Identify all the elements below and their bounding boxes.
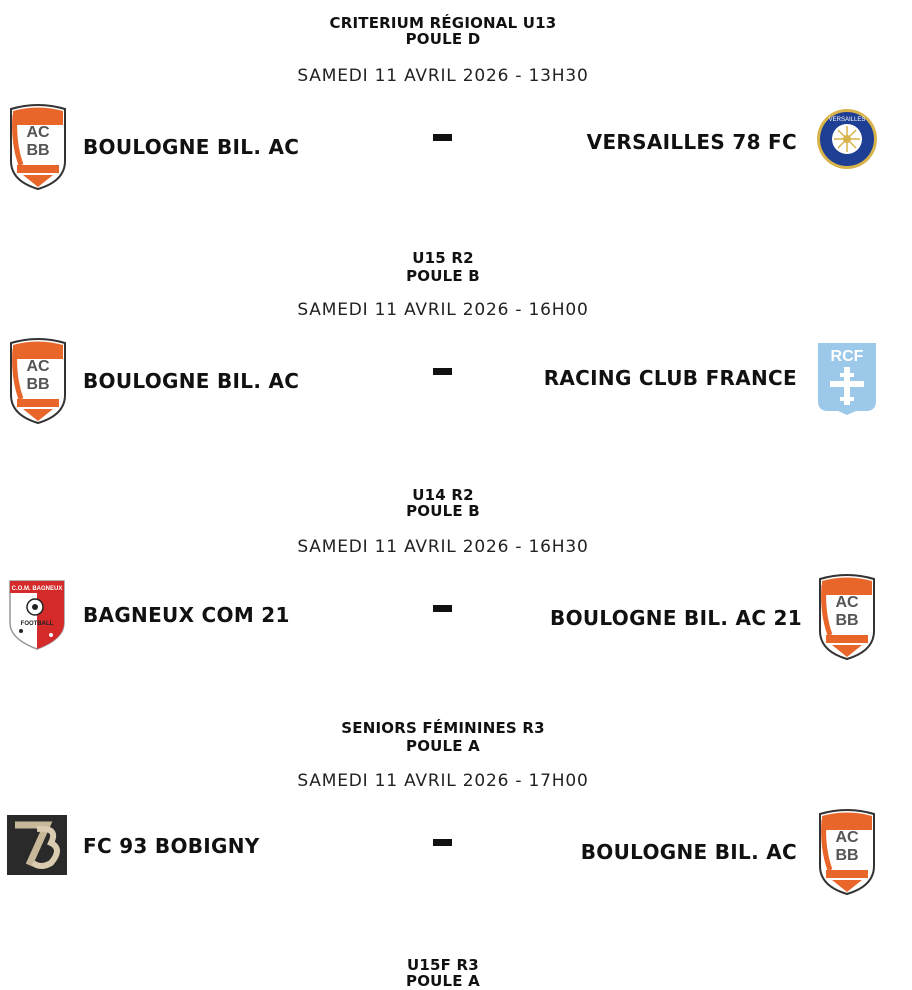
- competition-group: POULE A: [406, 972, 480, 990]
- away-team-name: BOULOGNE BIL. AC 21: [550, 606, 802, 630]
- home-team-name: BOULOGNE BIL. AC: [83, 369, 300, 393]
- away-team-name: BOULOGNE BIL. AC: [580, 840, 797, 864]
- home-team-name: FC 93 BOBIGNY: [83, 834, 260, 858]
- svg-text:RCF: RCF: [830, 348, 864, 365]
- competition-name: U15F R3: [407, 956, 479, 974]
- svg-text:AC: AC: [26, 358, 50, 375]
- match-datetime: SAMEDI 11 AVRIL 2026 - 16H00: [297, 300, 589, 320]
- svg-text:VERSAILLES: VERSAILLES: [828, 117, 866, 123]
- competition-name: CRITERIUM RÉGIONAL U13: [329, 14, 557, 32]
- svg-text:C.O.M. BAGNEUX: C.O.M. BAGNEUX: [11, 586, 63, 592]
- home-team-name: BAGNEUX COM 21: [83, 603, 290, 627]
- competition-group: POULE D: [405, 30, 481, 48]
- svg-text:BB: BB: [835, 612, 859, 629]
- match-datetime: SAMEDI 11 AVRIL 2026 - 17H00: [297, 771, 589, 791]
- home-team-name: BOULOGNE BIL. AC: [83, 135, 300, 159]
- away-team-name: VERSAILLES 78 FC: [586, 130, 797, 154]
- competition-name: SENIORS FÉMININES R3: [341, 719, 545, 737]
- svg-text:AC: AC: [835, 594, 859, 611]
- svg-text:BB: BB: [26, 376, 50, 393]
- svg-text:BB: BB: [26, 142, 50, 159]
- match-datetime: SAMEDI 11 AVRIL 2026 - 13H30: [297, 66, 589, 86]
- competition-group: POULE B: [406, 502, 480, 520]
- match-datetime: SAMEDI 11 AVRIL 2026 - 16H30: [297, 537, 589, 557]
- svg-text:AC: AC: [835, 829, 859, 846]
- competition-name: U14 R2: [412, 486, 474, 504]
- competition-name: U15 R2: [412, 249, 474, 267]
- svg-text:FOOTBALL: FOOTBALL: [20, 621, 54, 627]
- svg-text:93: 93: [34, 869, 40, 874]
- away-team-name: RACING CLUB FRANCE: [543, 366, 797, 390]
- competition-group: POULE A: [406, 737, 480, 755]
- competition-group: POULE B: [406, 267, 480, 285]
- competition-title: [0, 957, 886, 989]
- svg-text:BB: BB: [835, 847, 859, 864]
- svg-text:AC: AC: [26, 124, 50, 141]
